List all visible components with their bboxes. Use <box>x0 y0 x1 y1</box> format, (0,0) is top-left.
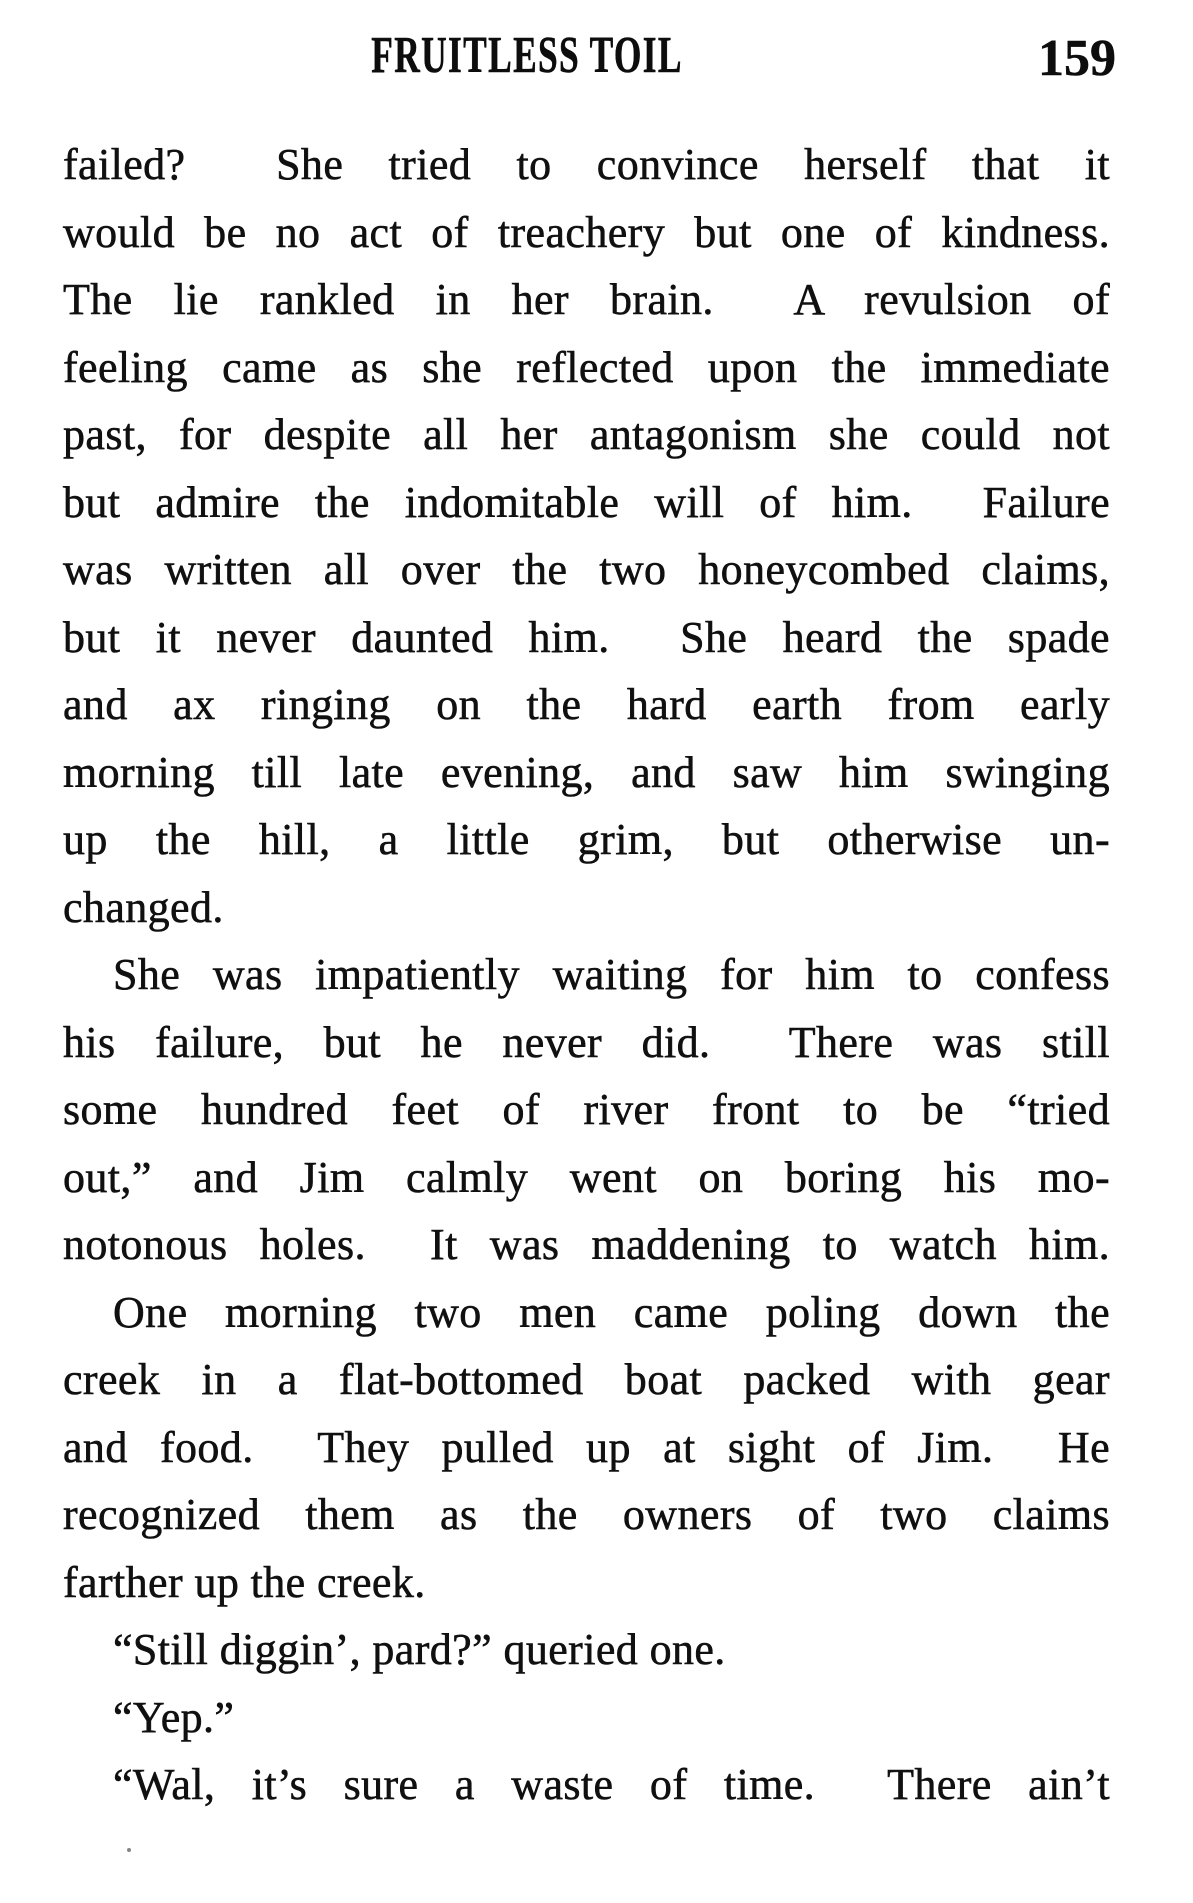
text-line: would be no act of treachery but one of kindness. <box>63 207 1110 257</box>
text-line: “Still diggin’, pard?” queried one. <box>113 1625 726 1674</box>
text-line: recognized them as the owners of two claims <box>63 1490 1110 1539</box>
text-line: past, for despite all her antagonism she could not <box>63 410 1110 459</box>
text-line: feeling came as she reflected upon the immediate <box>63 342 1110 392</box>
page-number: 159 <box>1038 30 1116 87</box>
text-line: She was impatiently waiting for him to confess <box>113 950 1110 999</box>
text-line: notonous holes. It was maddening to watch him. <box>63 1220 1110 1269</box>
text-line: but it never daunted him. She heard the spade <box>63 612 1110 662</box>
text-line: farther up the creek. <box>63 1557 426 1607</box>
text-line: morning till late evening, and saw him swinging <box>63 747 1110 797</box>
text-line: up the hill, a little grim, but otherwise un- <box>63 815 1110 864</box>
text-line: but admire the indomitable will of him. Failure <box>63 477 1110 527</box>
text-line: was written all over the two honeycombed claims, <box>63 545 1110 594</box>
text-line: some hundred feet of river front to be “tried <box>63 1085 1110 1134</box>
text-line: and ax ringing on the hard earth from early <box>63 680 1110 729</box>
scan-speckle <box>127 1848 131 1852</box>
running-head-title: FRUITLESS TOIL <box>371 27 683 84</box>
text-line: failed? She tried to convince herself that it <box>63 140 1110 189</box>
text-line: creek in a flat-bottomed boat packed with gear <box>63 1355 1110 1404</box>
text-line: The lie rankled in her brain. A revulsion of <box>63 275 1110 324</box>
text-line: changed. <box>63 882 224 932</box>
running-head <box>0 27 1054 84</box>
text-line: and food. They pulled up at sight of Jim. He <box>63 1422 1110 1472</box>
text-line: out,” and Jim calmly went on boring his mo- <box>63 1152 1110 1202</box>
text-line: his failure, but he never did. There was still <box>63 1017 1110 1067</box>
page-text <box>63 131 1110 1819</box>
text-line: One morning two men came poling down the <box>113 1287 1110 1337</box>
text-line: “Wal, it’s sure a waste of time. There ain’t <box>113 1760 1110 1809</box>
text-line: “Yep.” <box>113 1692 235 1742</box>
